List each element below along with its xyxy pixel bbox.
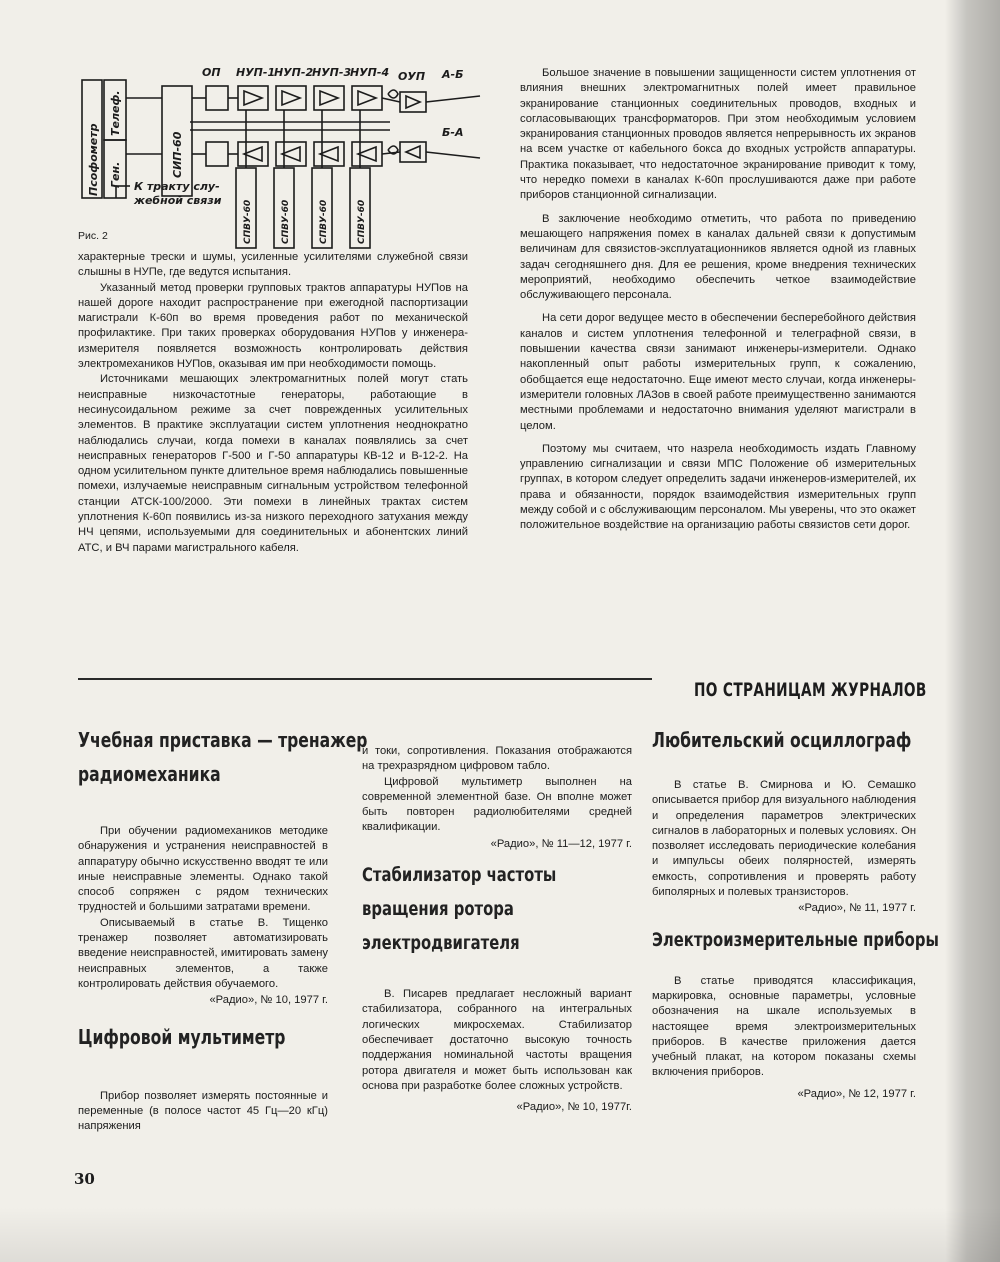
bottom-column-3 [652,726,939,1102]
trainer-title-2: радиомеханика [78,762,221,786]
figure-caption: Рис. 2 [78,230,108,242]
right-column [520,66,916,534]
label-nup3: НУП-3 [312,66,352,79]
right-paragraph-2: В заключение необходимо отметить, что работа по приведению мешающего напряжения помех в каналах дальней связи к допустимым величинам для связистов-эксплуатационников является одной из главных задач сегодняшнего дня. Для ее решения, кроме внедрения технических мероприятий, необходимо обеспечить четкое взаимодействие обслуживающего персонала. [520,212,916,302]
left-paragraph-1: характерные трески и шумы, усиленные усилителями служебной связи слышны в НУПе, где ведутся испытания. [78,251,468,279]
block-diagram [70,58,490,258]
label-spvu-4: СПВУ-60 [357,199,367,244]
multimeter-paragraph-1-cont: и токи, сопротивления. Показания отображаются на трехразрядном цифровом табло. [362,745,632,773]
label-nup1: НУП-1 [236,66,276,79]
label-nup4: НУП-4 [350,66,390,79]
left-column [78,250,468,556]
stabilizer-title-1: Стабилизатор частоты [362,864,557,887]
section-divider [78,678,652,680]
trainer-paragraph-2: Описываемый в статье В. Тищенко тренажер позволяет автоматизировать введение неисправностей, имитировать замену неисправных элементов, а также контролировать действия обучаемого. [78,916,328,990]
label-dir-ab: А-Б [442,68,464,81]
multimeter-paragraph-1: Прибор позволяет измерять постоянные и переменные (в полосе частот 45 Гц—20 кГц) напряжения [78,1089,328,1133]
label-spvu-3: СПВУ-60 [319,199,329,244]
label-gen: Ген. [109,161,122,188]
label-to-service: К тракту слу- [134,180,220,193]
bottom-column-2 [362,744,632,1115]
multimeter-source: «Радио», № 11—12, 1977 г. [490,837,632,850]
label-telef: Телеф. [109,90,122,136]
section-title: ПО СТРАНИЦАМ ЖУРНАЛОВ [694,679,927,701]
label-spvu-2: СПВУ-60 [281,199,291,244]
instruments-paragraph-1: В статье приводятся классификация, маркировка, основные параметры, условные обозначения на шкале используемых в настоящее время электроизмерительных приборов. В качестве приложения дается учебный плакат, на котором показаны схемы включения приборов. [652,974,916,1079]
bottom-shade [0,1207,1000,1262]
page-number: 30 [74,1170,95,1188]
label-to-service-2: жебной связи [134,194,222,207]
label-nup2: НУП-2 [274,66,314,79]
right-paragraph-4: Поэтому мы считаем, что назрела необходимость издать Главному управлению сигнализации и связи МПС Положение об измерительных группах, в котором следует определить задачи инженеров-измерителей, их права и обязанности, порядок взаимодействия измерительных групп между собой и с обслуживающим персоналом. Мы уверены, что это окажет положительное воздействие на организацию работы связистов сети дорог. [520,442,916,532]
left-paragraph-2: Указанный метод проверки групповых трактов аппаратуры НУПов на нашей дороге находит распространение при ежегодной паспортизации магистрали К-60п во время проведения работ по механической профилактике. При таких проверках оборудования НУПов у инженера-измерителя появляется возможность контролировать действия электромехаников НУПов, оказывая им при необходимости помощь. [78,281,468,371]
label-sip: СИП-60 [171,131,184,178]
trainer-source: «Радио», № 10, 1977 г. [209,994,328,1007]
right-paragraph-3: На сети дорог ведущее место в обеспечении бесперебойного действия каналов и систем уплотнения телефонной и телеграфной связи, в повышении качества связи занимают инженеры-измерители. Однако накопленный опыт работы измерительных групп, к сожалению, обобщается еще недостаточно. Еще имеют место случаи, когда инженеры-измерители головных ЛАЗов в своей работе преимущественно занимаются местными проблемами и недостаточно внимания уделяют магистрали в целом. [520,312,916,432]
stabilizer-title-3: электродвигателя [362,932,520,955]
page-edge-shadow [945,0,1000,1262]
label-op: ОП [202,66,221,79]
instruments-title: Электроизмерительные приборы [652,928,939,951]
oscillograph-title: Любительский осциллограф [652,728,912,752]
instruments-source: «Радио», № 12, 1977 г. [797,1087,916,1100]
trainer-paragraph-1: При обучении радиомехаников методике обнаружения и устранения неисправностей в аппаратуру обычно искусственно вводят те или иные неисправные элементы. Однако такой способ сопряжен с рядом технических трудностей и большими затратами времени. [78,825,328,914]
oscillograph-source: «Радио», № 11, 1977 г. [798,902,916,915]
multimeter-title: Цифровой мультиметр [78,1024,286,1049]
bottom-column-1 [78,726,368,1134]
label-dir-ba: Б-А [442,126,464,139]
stabilizer-title-2: вращения ротора [362,898,514,921]
right-paragraph-1: Большое значение в повышении защищенности систем уплотнения от влияния внешних электромагнитных полей имеет правильное экранирование станционных соединительных проводов, входных и согласовывающих трансформаторов. При этом необходимым условием экранирования станционных проводов является непрерывность их экранов на всем участке от кабельного бокса до входных устройств аппаратуры. Практика показывает, что недостаточное экранирование приводит к тому, что нередко помехи в каналах К-60п прослушиваются даже при работе приборов станционной сигнализации. [520,67,916,202]
label-spvu-1: СПВУ-60 [243,199,253,244]
label-oup: ОУП [398,70,426,83]
left-paragraph-3: Источниками мешающих электромагнитных полей могут стать неисправные низкочастотные генераторы, работающие в несинусоидальном режиме за счет поврежденных усилительных элементов. В практике эксплуатации систем уплотнения неоднократно наблюдались случаи, когда помехи в каналах появлялись за счет неисправных генераторов Г-500 и Г-50 аппаратуры КВ-12 и В-12-2. На одном усилительном пункте длительное время наблюдались повышенные помехи, излучаемые неисправным сигнальным устройством телефонной станции АТСК-100/2000. Эти помехи в линейных трактах систем уплотнения К-60п появились из-за низкого переходного затухания между НЧ цепями, используемыми для соединительных и абонентских линий АТС, и ВЧ парами магистрального кабеля. [78,373,468,554]
stabilizer-paragraph-1: В. Писарев предлагает несложный вариант стабилизатора, собранного на интегральных логических микросхемах. Стабилизатор обеспечивает достаточно высокую точность поддержания номинальной частоты вращения ротора двигателя и может быть использован как основа при разработке более сложных устройств. [362,988,632,1092]
label-psofometr: Псофометр [87,123,100,196]
multimeter-paragraph-2: Цифровой мультиметр выполнен на современной элементной базе. Он вполне может быть повторен радиолюбителями средней квалификации. [362,775,632,834]
oscillograph-paragraph-1: В статье В. Смирнова и Ю. Семашко описывается прибор для визуального наблюдения и определения параметров электрических сигналов в лабораторных и полевых условиях. Он позволяет исследовать периодические колебания и импульсы обеих полярностей, измерять емкость, сопротивления и проверять работу биполярных и полевых транзисторов. [652,779,916,899]
stabilizer-source: «Радио», № 10, 1977г. [516,1101,632,1114]
trainer-title-1: Учебная приставка — тренажер [78,728,368,752]
